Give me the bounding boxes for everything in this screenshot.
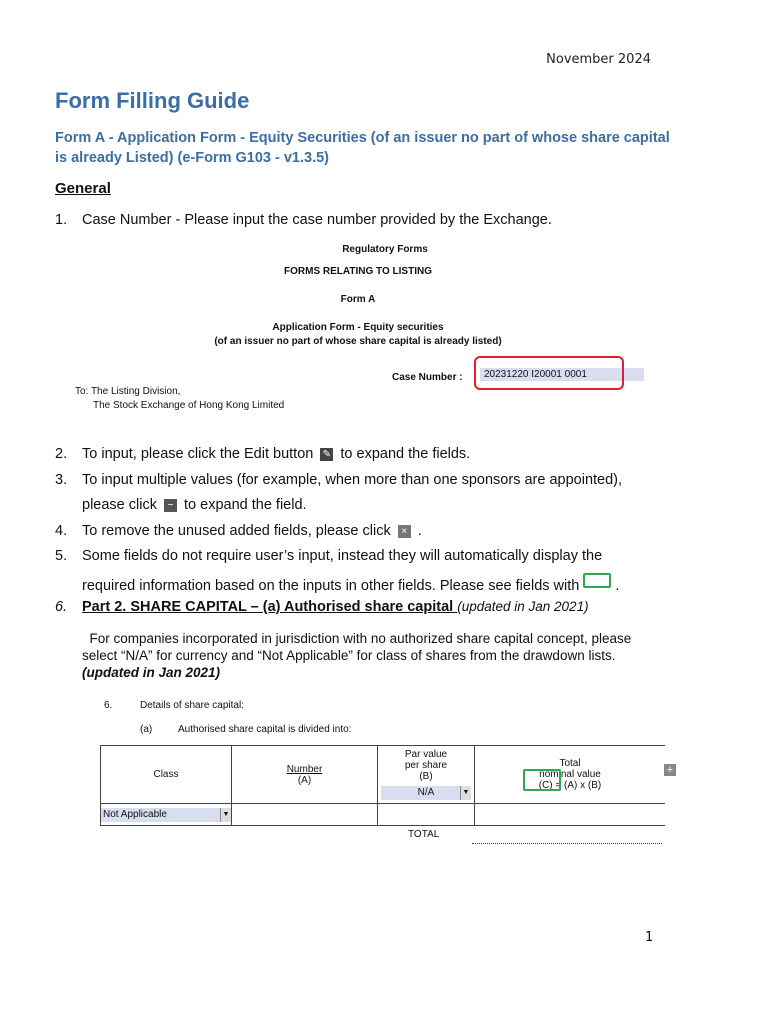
document-date: November 2024 — [546, 52, 651, 67]
item-text — [82, 497, 662, 513]
snippet-line: Form A — [340, 294, 376, 305]
item-number: 4. — [55, 523, 68, 539]
item-text-part: To remove the unused added fields, please click — [82, 523, 391, 539]
edit-icon: ✎ — [320, 448, 333, 461]
chevron-down-icon[interactable]: ▼ — [220, 808, 231, 822]
item-text — [82, 599, 662, 615]
item-text-part: to expand the field. — [184, 497, 307, 513]
item-text: Some fields do not require user’s input, instead they will automatically display the — [82, 548, 603, 564]
item-text-part: to expand the fields. — [340, 446, 471, 462]
case-number-field[interactable]: 20231220 I20001 0001 — [480, 368, 644, 381]
header-par-value — [378, 746, 475, 804]
item-text-part: To input, please click the Edit button — [82, 446, 314, 462]
share-capital-table — [100, 745, 665, 826]
item-text-part: . — [417, 523, 422, 539]
snippet-line: Regulatory Forms — [342, 244, 428, 255]
item-text-part: . — [615, 578, 620, 594]
item-number: 2. — [55, 446, 68, 462]
snippet-line: FORMS RELATING TO LISTING — [284, 266, 432, 277]
item-text: To input multiple values (for example, when more than one sponsors are appointed), — [82, 472, 623, 488]
note-text: For companies incorporated in jurisdiction with no authorized share capital concept, please select “N/A” for currency and “Not Applicable” for class of shares from the drawdown lists. — [82, 631, 632, 663]
number-cell[interactable] — [232, 804, 378, 826]
auto-field-indicator — [583, 573, 611, 588]
expand-icon: − — [164, 499, 177, 512]
auto-field-indicator — [523, 769, 561, 791]
form-subtitle: Form A - Application Form - Equity Securities (of an issuer no part of whose share capital is already Listed) (e-Form G103 - v1.3.5) — [55, 130, 670, 166]
header-total-line: Total — [559, 758, 581, 769]
case-number-label: Case Number : — [392, 372, 463, 383]
item-text-part: required information based on the inputs in other fields. Please see fields with — [82, 578, 580, 594]
snippet-sub-number: (a) — [140, 724, 153, 735]
header-par-line: Par value — [404, 749, 448, 760]
header-class: Class — [101, 746, 232, 804]
add-row-icon[interactable]: + — [664, 764, 676, 776]
header-number-label: Number — [286, 763, 323, 775]
par-value-cell[interactable] — [378, 804, 475, 826]
item-number: 5. — [55, 548, 68, 564]
item-heading: Part 2. SHARE CAPITAL – (a) Authorised share capital — [82, 599, 458, 615]
item-number: 3. — [55, 472, 68, 488]
total-line — [472, 843, 662, 844]
header-total — [475, 746, 666, 804]
item-note: (updated in Jan 2021) — [457, 599, 589, 614]
header-total-line: (C) = (A) x (B) — [538, 780, 602, 791]
item-text-part: please click — [82, 497, 157, 513]
header-number — [232, 746, 378, 804]
note-update: (updated in Jan 2021) — [82, 665, 221, 680]
header-number-sub: (A) — [297, 774, 312, 786]
snippet-sub-label: Authorised share capital is divided into: — [178, 724, 352, 735]
currency-value: N/A — [417, 787, 435, 798]
item-number: 1. — [55, 212, 68, 228]
header-total-line: nominal value — [539, 769, 601, 780]
chevron-down-icon[interactable]: ▼ — [460, 786, 471, 800]
highlight-box — [474, 356, 624, 390]
section-heading: General — [55, 180, 111, 197]
snippet-item-label: Details of share capital: — [140, 700, 244, 711]
item-text — [82, 446, 662, 462]
snippet-line: (of an issuer no part of whose share capital is already listed) — [214, 336, 502, 347]
item-number: 6. — [55, 599, 68, 615]
total-label: TOTAL — [408, 829, 440, 840]
class-cell — [101, 804, 232, 826]
item-text — [82, 523, 662, 539]
header-par-line: per share — [404, 760, 448, 771]
snippet-item-number: 6. — [104, 700, 113, 711]
page-number: 1 — [645, 930, 654, 945]
currency-dropdown[interactable] — [381, 786, 471, 800]
addressee-line: To: The Listing Division, — [75, 386, 181, 397]
item-text: Case Number - Please input the case number provided by the Exchange. — [82, 212, 552, 228]
header-par-line: (B) — [419, 771, 433, 782]
addressee-line: The Stock Exchange of Hong Kong Limited — [93, 400, 285, 411]
item-text — [82, 573, 662, 594]
note-paragraph — [82, 630, 662, 681]
page-title: Form Filling Guide — [55, 88, 250, 113]
snippet-line: Application Form - Equity securities — [272, 322, 444, 333]
total-cell — [475, 804, 666, 826]
class-dropdown[interactable] — [101, 808, 231, 822]
remove-icon: × — [398, 525, 411, 538]
class-value: Not Applicable — [103, 808, 167, 820]
